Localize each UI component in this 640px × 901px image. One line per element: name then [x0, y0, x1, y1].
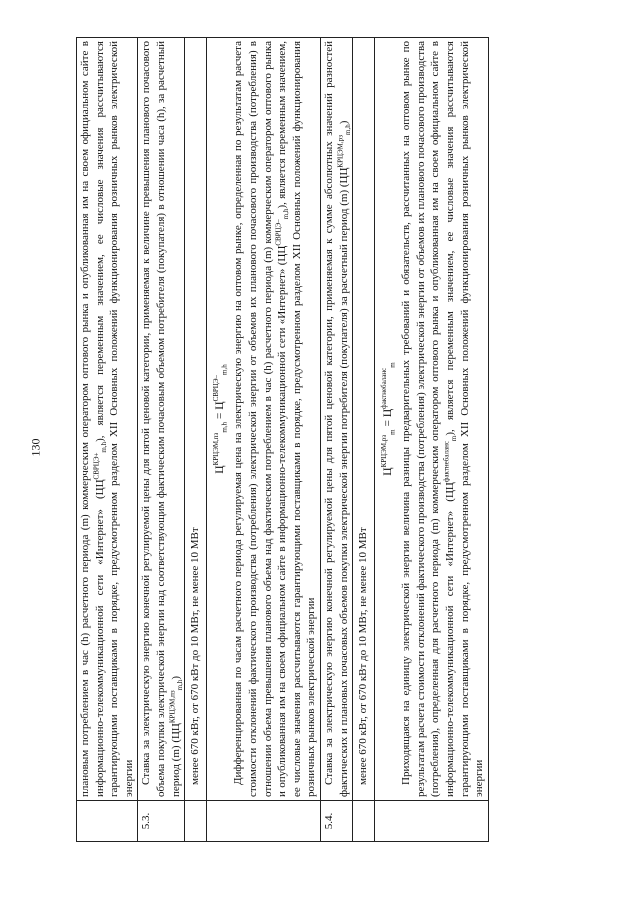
price-symbol: $Ц^{КРЦЭМ,пз}_{m,h}$	[167, 679, 184, 732]
paragraph-text: ), является переменным значением, ее числовые значения рассчитываются гарантирующими поставщиками в порядке, предусмотренном разделом XII Основных положений функционирования розничных рынков электрической энергии	[93, 41, 135, 797]
row-content	[320, 38, 352, 801]
paragraph-text: Дифференцированная по часам расчетного периода регулируемая цена на электрическую энергию на оптовом рынке, определенная по результатам расчета стоимости отклонений фактического производства (потребления) электрической энергии от объемов их планового почасового производства (потребления) в отношении объема превышения планового объема над фактическим потреблением в час (h) расчетного периода (m) коммерческим оператором оптового рынка и опубликованная им на своем официальном сайте в информационно-телекоммуникационной сети «Интернет» (Ц	[232, 41, 289, 797]
row-number	[353, 801, 375, 842]
row-number	[77, 801, 138, 842]
paragraph-text: Ставка за электрическую энергию конечной регулируемой цены для пятой ценовой категории, применяемая к сумме абсолютных значений разностей фактических и плановых почасовых объемов покупки электрической энергии потребителя (покупателя) за расчетный период (m) (Ц	[322, 41, 350, 797]
page-number: 130	[28, 438, 43, 457]
rotated-document-sheet	[76, 37, 621, 842]
row-number: 5.3.	[138, 801, 185, 842]
tariff-table	[76, 37, 489, 842]
row-number	[185, 801, 207, 842]
table-row	[374, 38, 488, 842]
table-row	[138, 38, 185, 842]
row-content	[138, 38, 185, 801]
paragraph-text: ), является переменным значением, ее числовые значения рассчитываются гарантирующими поставщиками в порядке, предусмотренном разделом XII Основных положений функционирования розничных рынков электрической энергии	[276, 41, 318, 797]
paragraph-text: )	[337, 120, 350, 125]
table-row	[353, 38, 375, 842]
price-symbol: $Ц^{СВРЦЭ-}_{m,h}$	[274, 208, 291, 254]
price-symbol: $Ц^{КРЦЭМ,рз}_{m,h}$	[335, 124, 352, 176]
paragraph-text: Ставка за электрическую энергию конечной регулируемой цены для пятой ценовой категории, применяемая к величине превышения планового почасового объема покупки электрической энергии над соответствующим фактическим почасовым объемом потребителя (покупателя) в отношении часа (h), за расчетный период (m) (Ц	[140, 41, 182, 797]
row-number	[206, 801, 320, 842]
formula: $Ц^{КРЦЭМ,рз}_m = Ц^{фактнебаланс}_m$	[379, 362, 396, 476]
power-range-label: менее 670 кВт, от 670 кВт до 10 МВт, не менее 10 МВт	[185, 38, 207, 801]
table-row	[320, 38, 352, 842]
table-row	[185, 38, 207, 842]
table-row	[77, 38, 138, 842]
paragraph-text: Приходящаяся на единицу электрической энергии величина разницы предварительных требований и обязательств, рассчитанных на оптовом рынке по результатам расчета стоимости отклонений фактического производства (потребления) электрической энергии от объемов их планового почасового производства (потребления), определенная для расчетного периода (m) коммерческим оператором оптового рынка и опубликованная им на своем официальном сайте в информационно-телекоммуникационной сети «Интернет» (Ц	[400, 41, 457, 797]
paragraph-text: ), является переменным значением, ее числовые значения рассчитываются гарантирующими поставщиками в порядке, предусмотренном разделом XII Основных положений функционирования розничных рынков электрической энергии	[444, 41, 486, 797]
row-number	[374, 801, 488, 842]
row-content	[206, 38, 320, 801]
paragraph-text: плановым потреблением в час (h) расчетного периода (m) коммерческим оператором оптового рынка и опубликованная им на своем официальном сайте в информационно-телекоммуникационной сети «Интернет» (Ц	[79, 41, 106, 797]
paragraph-text: )	[169, 676, 182, 680]
price-symbol: $Ц^{СВРЦЭ+}_{m,h}$	[91, 441, 108, 488]
formula: $Ц^{КРЦЭМ,пз}_{m,h} = Ц^{СВРЦЭ-}_{m,h}$	[211, 364, 229, 474]
price-symbol: $Ц^{фактнебаланс}_m$	[442, 435, 459, 491]
row-content	[77, 38, 138, 801]
row-number: 5.4.	[320, 801, 352, 842]
row-content	[374, 38, 488, 801]
table-row	[206, 38, 320, 842]
power-range-label: менее 670 кВт, от 670 кВт до 10 МВт, не менее 10 МВт	[353, 38, 375, 801]
